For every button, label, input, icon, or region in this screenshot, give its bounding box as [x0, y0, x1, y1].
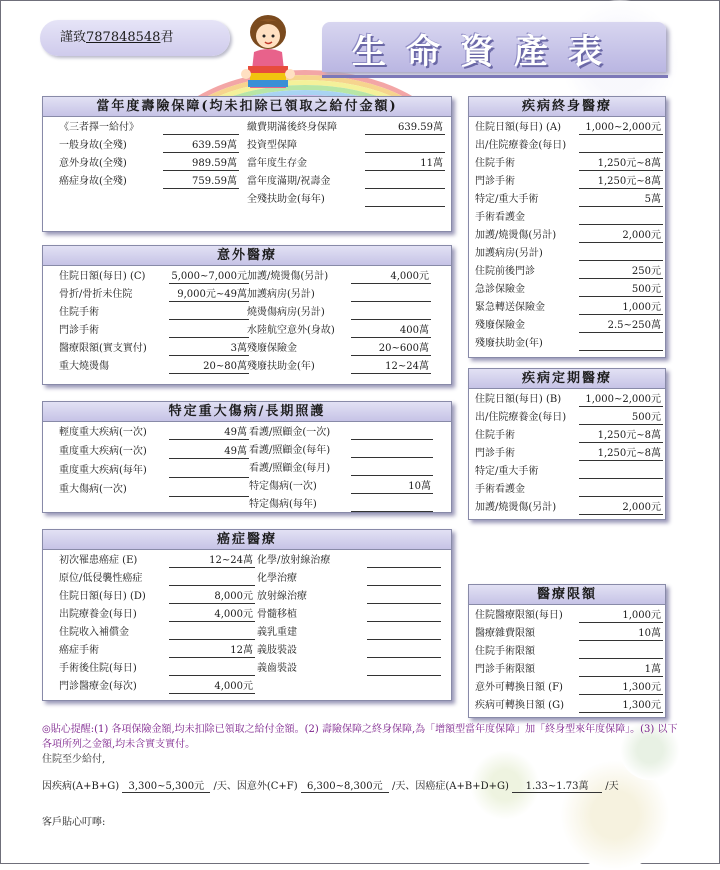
field-value: 1,250元~8萬 [579, 157, 663, 171]
field-value [579, 645, 663, 659]
field-label: 化學治療 [257, 573, 297, 584]
field-label: 門診手術限額 [475, 664, 535, 675]
field-value: 5,000~7,000元 [169, 270, 249, 284]
field-label: 癌症手術 [59, 645, 99, 656]
field-value: 10萬 [579, 627, 663, 641]
title-banner [322, 22, 666, 72]
field-value: 759.59萬 [163, 175, 239, 189]
field-label: 繳費期滿後終身保障 [247, 122, 337, 133]
field-label: 加護/燒燙傷(另計) [247, 271, 329, 282]
illness-label: 因疾病(A+B+G) [42, 781, 120, 792]
field-value: 5萬 [579, 193, 663, 207]
field-label: 手術看護金 [475, 212, 525, 223]
field-value [169, 626, 255, 640]
field-value: 2,000元 [579, 501, 663, 515]
field-value: 1,000元 [579, 301, 663, 315]
field-label: 化學/放射線治療 [257, 555, 331, 566]
field-value: 12~24萬 [169, 554, 255, 568]
field-value: 500元 [579, 411, 663, 425]
customer-reminder: 客戶貼心叮嚀: [42, 817, 106, 828]
field-label: 住院醫療限額(每日) [475, 610, 563, 621]
field-value [579, 139, 663, 153]
field-value: 4,000元 [169, 680, 255, 694]
field-value: 12萬 [169, 644, 255, 658]
customer-name: 787848548 [86, 30, 161, 45]
daily-summary [42, 777, 619, 793]
field-value: 12~24萬 [351, 360, 431, 374]
field-value [169, 483, 249, 497]
field-label: 住院手術 [475, 158, 515, 169]
medical-limit-panel [468, 584, 666, 718]
field-value [579, 247, 663, 261]
field-label: 特定/重大手術 [475, 194, 539, 205]
field-value [365, 175, 445, 189]
field-label: 投資型保障 [247, 140, 297, 151]
field-value [365, 139, 445, 153]
notes-min-payment: 住院至少給付, [42, 754, 106, 765]
field-value: 1,300元 [579, 681, 663, 695]
greeting-prefix: 謹致 [60, 30, 87, 45]
field-label: 全殘扶助金(每年) [247, 194, 325, 205]
field-value [579, 337, 663, 351]
accident-unit: /天、因癌症(A+B+D+G) [392, 781, 509, 792]
field-label: 輕度重大疾病(一次) [59, 427, 147, 438]
field-value [351, 306, 431, 320]
notes-block [42, 722, 682, 767]
field-label: 燒燙傷病房(另計) [247, 307, 325, 318]
field-value [351, 444, 433, 458]
greeting-suffix: 君 [160, 30, 174, 45]
field-value: 1,250元~8萬 [579, 447, 663, 461]
field-label: 住院手術 [59, 307, 99, 318]
field-value: 9,000元~49萬 [169, 288, 249, 302]
field-value [365, 193, 445, 207]
major-illness-panel [42, 401, 452, 513]
field-label: 出/住院療養金(每日) [475, 140, 567, 151]
field-value [169, 572, 255, 586]
field-label: 特定/重大手術 [475, 466, 539, 477]
field-label: 重大傷病(一次) [59, 484, 127, 495]
field-value: 2.5~250萬 [579, 319, 663, 333]
field-value [367, 554, 441, 568]
field-value: 11萬 [365, 157, 445, 171]
field-label: 手術看護金 [475, 484, 525, 495]
term-illness-panel [468, 368, 666, 520]
field-label: 意外可轉換日額 (F) [475, 682, 563, 693]
field-value: 1,000元 [579, 609, 663, 623]
field-value: 1,000~2,000元 [579, 393, 663, 407]
field-label: 原位/低侵襲性癌症 [59, 573, 143, 584]
field-label: 放射線治療 [257, 591, 307, 602]
field-value [367, 626, 441, 640]
illness-unit: /天、因意外(C+F) [213, 781, 298, 792]
field-label: 急診保險金 [475, 284, 525, 295]
illness-daily-value: 3,300~5,300元 [122, 777, 210, 793]
field-value [169, 662, 255, 676]
field-value: 1,000~2,000元 [579, 121, 663, 135]
field-value: 20~600萬 [351, 342, 431, 356]
field-value [169, 306, 249, 320]
life-insurance-panel [42, 96, 452, 232]
field-value [351, 288, 431, 302]
field-label: 門診手術 [475, 448, 515, 459]
field-label: 一般身故(全殘) [59, 140, 127, 151]
field-value: 639.59萬 [163, 139, 239, 153]
field-label: 疾病可轉換日額 (G) [475, 700, 564, 711]
field-value: 49萬 [169, 426, 249, 440]
field-value: 639.59萬 [365, 121, 445, 135]
accident-medical-panel [42, 245, 452, 385]
field-label: 骨髓移植 [257, 609, 297, 620]
field-label: 殘廢扶助金(年) [475, 338, 543, 349]
field-label: 重度重大疾病(每年) [59, 465, 147, 476]
field-label: 門診手術 [475, 176, 515, 187]
field-label: 加護病房(另計) [247, 289, 315, 300]
field-label: 出院療養金(每日) [59, 609, 137, 620]
field-value [163, 121, 239, 135]
field-label: 骨折/骨折未住院 [59, 289, 133, 300]
field-value [169, 324, 249, 338]
cancer-daily-value: 1.33~1.73萬 [512, 777, 602, 793]
term-illness-title: 疾病定期醫療 [469, 369, 665, 389]
field-value: 250元 [579, 265, 663, 279]
field-label: 《三者擇一給付》 [59, 122, 139, 133]
field-label: 癌症身故(全殘) [59, 176, 127, 187]
field-label: 出/住院療養金(每日) [475, 412, 567, 423]
field-label: 當年度滿期/祝壽金 [247, 176, 331, 187]
field-label: 義肢裝設 [257, 645, 297, 656]
field-label: 水陸航空意外(身故) [247, 325, 335, 336]
field-label: 看護/照顧金(每月) [249, 463, 331, 474]
field-value [579, 465, 663, 479]
field-value: 3萬 [169, 342, 249, 356]
field-value [367, 662, 441, 676]
field-label: 住院日額(每日) (C) [59, 271, 146, 282]
field-label: 重度重大疾病(一次) [59, 446, 147, 457]
lifelong-illness-panel [468, 96, 666, 358]
field-value [169, 464, 249, 478]
field-label: 住院日額(每日) (D) [59, 591, 146, 602]
field-label: 緊急轉送保險金 [475, 302, 545, 313]
field-label: 住院日額(每日) (B) [475, 394, 562, 405]
field-value [367, 572, 441, 586]
field-label: 重大燒燙傷 [59, 361, 109, 372]
field-label: 加護/燒燙傷(另計) [475, 502, 557, 513]
field-label: 手術後住院(每日) [59, 663, 137, 674]
field-value [579, 211, 663, 225]
field-value: 1,250元~8萬 [579, 429, 663, 443]
field-label: 初次罹患癌症 (E) [59, 555, 138, 566]
field-value [351, 462, 433, 476]
field-label: 住院收入補償金 [59, 627, 129, 638]
girl-with-books-illustration [228, 8, 308, 100]
field-label: 門診醫療金(每次) [59, 681, 137, 692]
field-label: 住院日額(每日) (A) [475, 122, 562, 133]
field-value: 4,000元 [351, 270, 431, 284]
field-label: 義齒裝設 [257, 663, 297, 674]
field-value: 49萬 [169, 445, 249, 459]
field-value [579, 483, 663, 497]
field-value: 989.59萬 [163, 157, 239, 171]
field-label: 當年度生存金 [247, 158, 307, 169]
field-label: 特定傷病(一次) [249, 481, 317, 492]
page-title: 生命資產表 [352, 32, 622, 72]
major-illness-title: 特定重大傷病/長期照護 [43, 402, 451, 422]
field-value [367, 590, 441, 604]
field-label: 加護病房(另計) [475, 248, 543, 259]
field-label: 殘廢扶助金(年) [247, 361, 315, 372]
accident-medical-title: 意外醫療 [43, 246, 451, 266]
cancer-medical-title: 癌症醫療 [43, 530, 451, 550]
field-label: 醫療限額(實支實付) [59, 343, 147, 354]
field-label: 住院手術限額 [475, 646, 535, 657]
lifelong-illness-title: 疾病終身醫療 [469, 97, 665, 117]
accident-daily-value: 6,300~8,300元 [301, 777, 389, 793]
field-label: 醫療雜費限額 [475, 628, 535, 639]
field-label: 殘廢保險金 [475, 320, 525, 331]
life-insurance-title: 當年度壽險保障(均未扣除已領取之給付金額) [43, 97, 451, 117]
field-value: 1,300元 [579, 699, 663, 713]
field-value: 500元 [579, 283, 663, 297]
field-label: 特定傷病(每年) [249, 499, 317, 510]
field-value: 20~80萬 [169, 360, 249, 374]
cancer-medical-panel [42, 529, 452, 701]
title-underline [322, 75, 668, 78]
field-label: 門診手術 [59, 325, 99, 336]
field-label: 義乳重建 [257, 627, 297, 638]
medical-limit-title: 醫療限額 [469, 585, 665, 605]
field-label: 意外身故(全殘) [59, 158, 127, 169]
field-label: 住院手術 [475, 430, 515, 441]
field-value: 400萬 [351, 324, 431, 338]
field-value: 8,000元 [169, 590, 255, 604]
field-value: 1萬 [579, 663, 663, 677]
field-value [367, 644, 441, 658]
field-label: 殘廢保險金 [247, 343, 297, 354]
field-value: 10萬 [351, 480, 433, 494]
field-label: 看護/照顧金(每年) [249, 445, 331, 456]
notes-reminder: ◎貼心提醒:(1) 各項保險金額,均未扣除已領取之給付金額。(2) 壽險保障之終身保障,為「增額型當年度保障」加「終身型來年度保障」。(3) 以下各項所列之金額,均未含實支實付。 [42, 724, 678, 750]
field-label: 住院前後門診 [475, 266, 535, 277]
field-label: 加護/燒燙傷(另計) [475, 230, 557, 241]
field-value: 4,000元 [169, 608, 255, 622]
field-value: 2,000元 [579, 229, 663, 243]
field-value: 1,250元~8萬 [579, 175, 663, 189]
field-label: 看護/照顧金(一次) [249, 427, 331, 438]
cancer-unit: /天 [605, 781, 619, 792]
field-value [367, 608, 441, 622]
field-value [351, 426, 433, 440]
field-value [351, 498, 433, 512]
